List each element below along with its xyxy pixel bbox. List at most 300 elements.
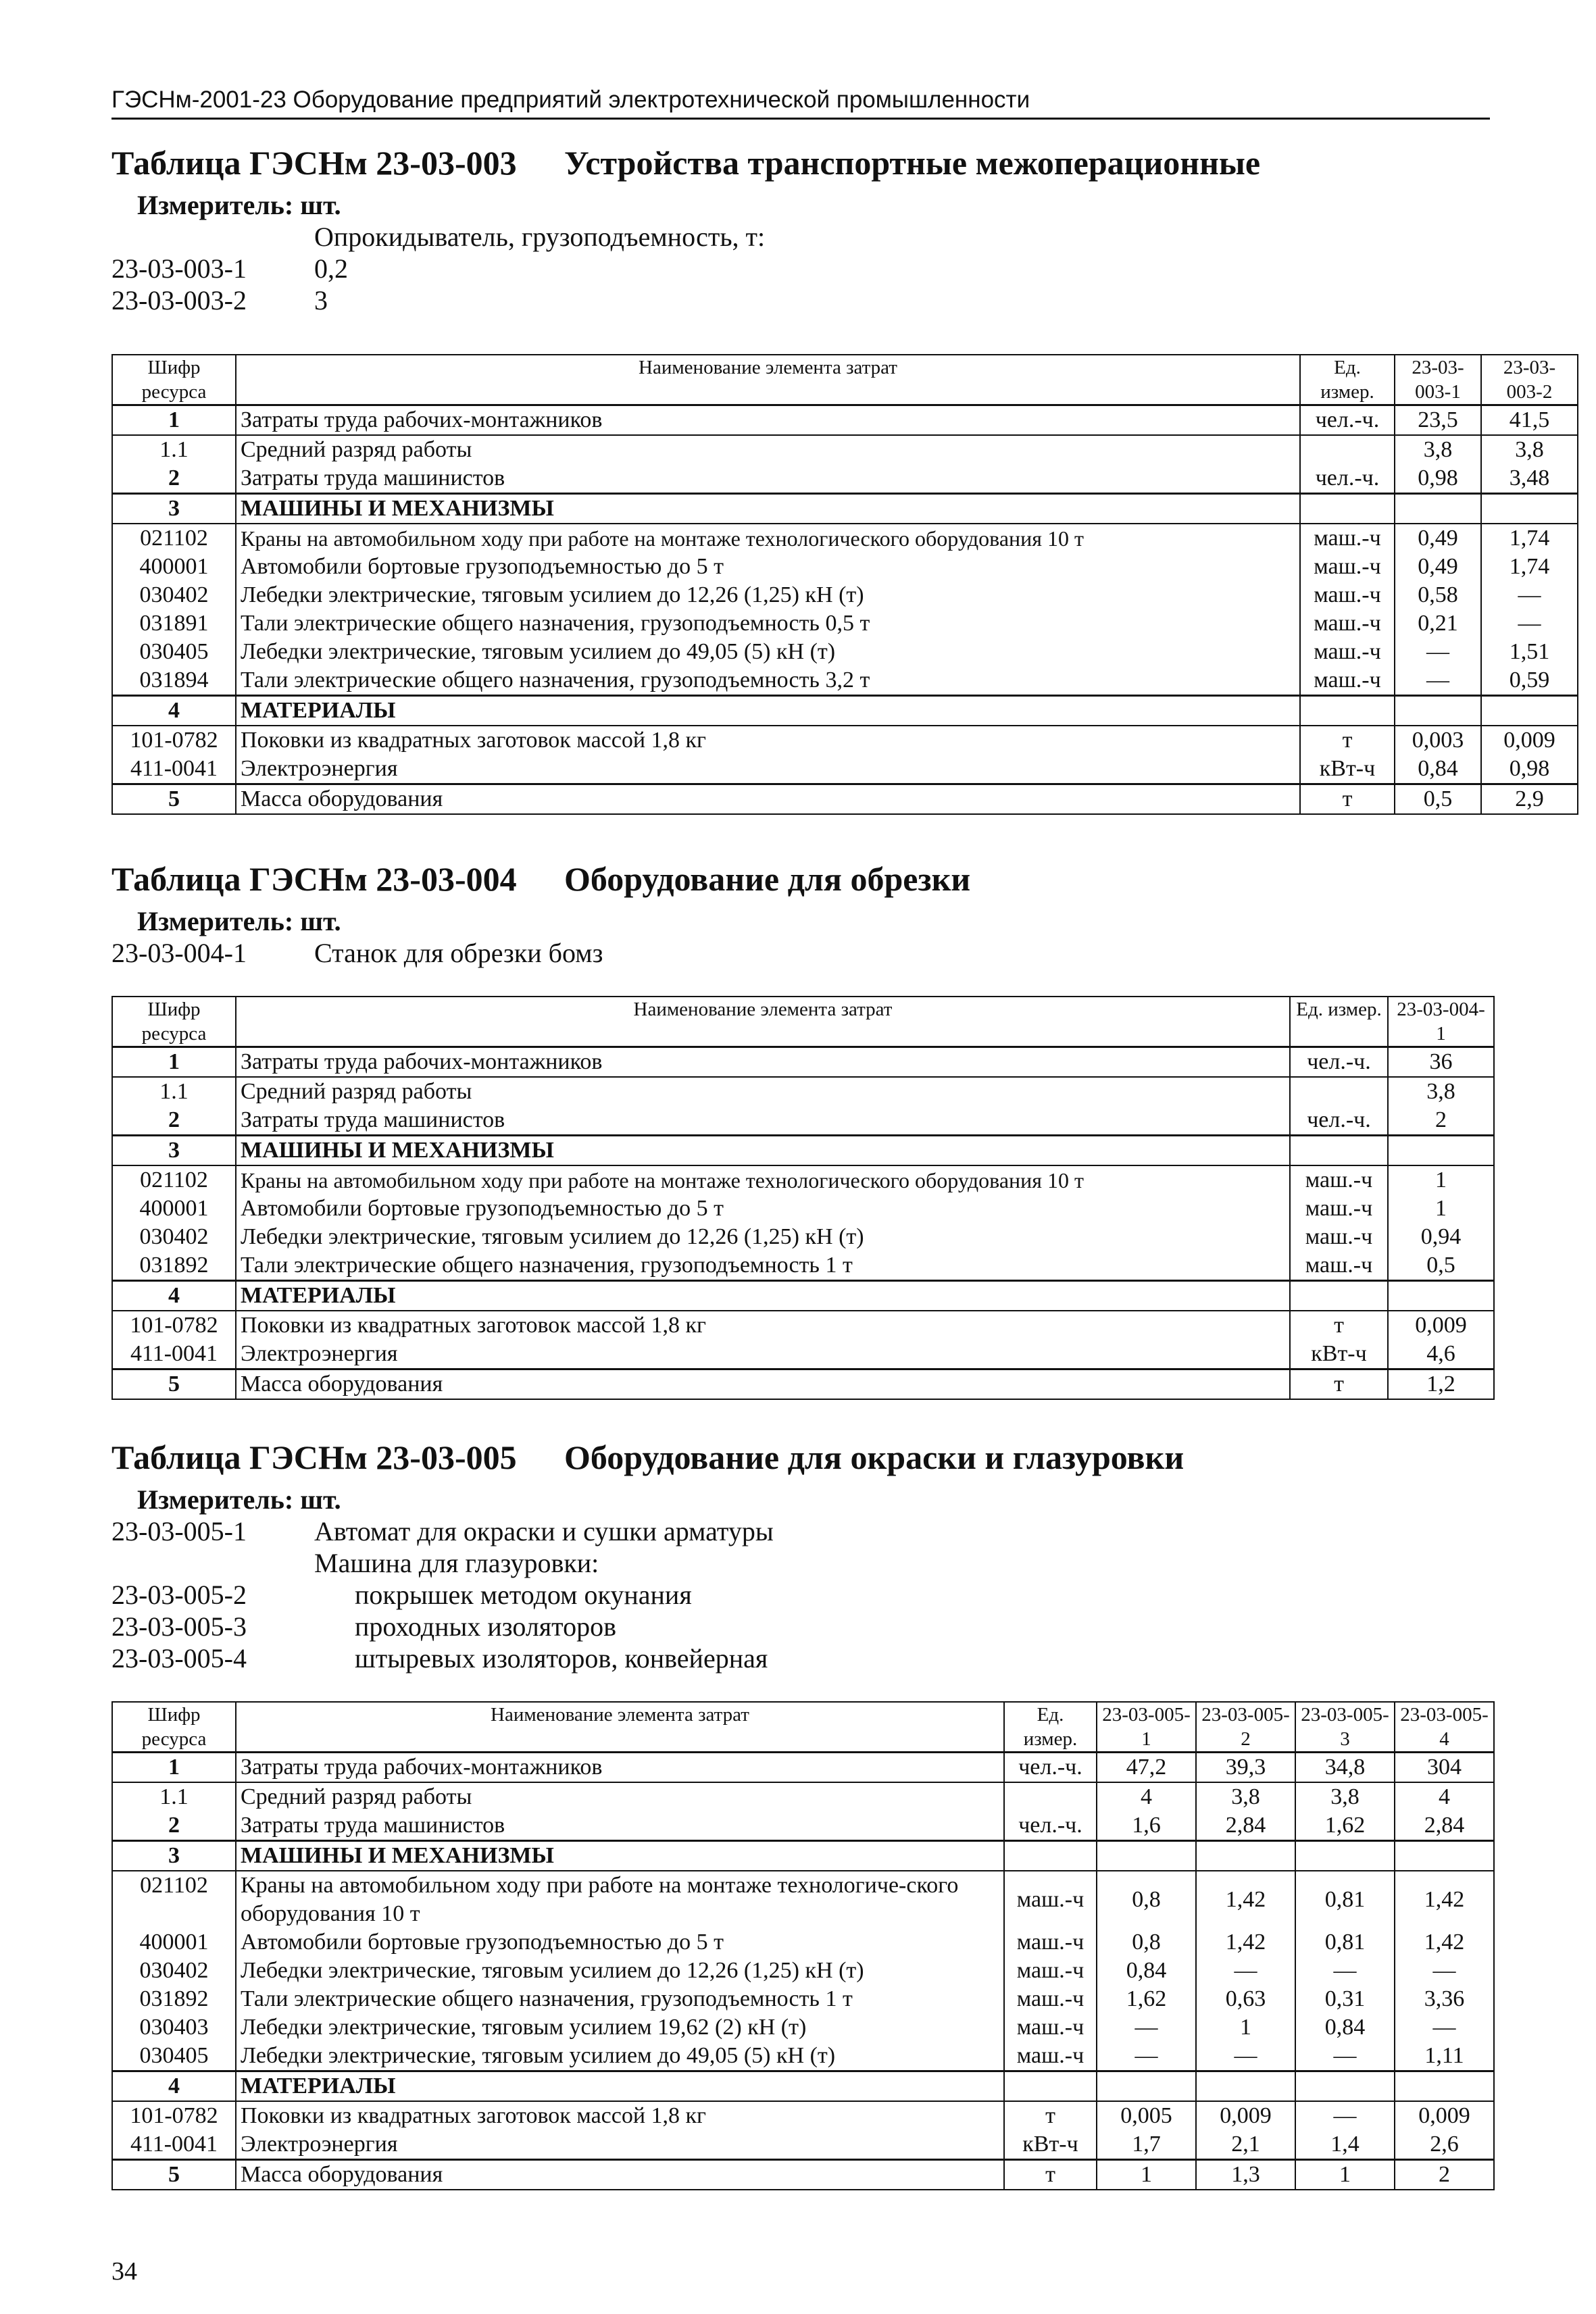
- table-cell: т: [1004, 2160, 1097, 2190]
- table-row: [112, 1369, 1494, 1400]
- table-cell: Краны на автомобильном ходу при работе на монтаже технологического оборудования 10 т: [236, 1165, 1290, 1194]
- table-row: [112, 1194, 1494, 1223]
- table-row: [112, 1871, 1494, 1928]
- table-header-row: [112, 997, 1494, 1047]
- table-cell: чел.-ч.: [1290, 1106, 1388, 1136]
- table-cell: 1: [112, 1047, 236, 1078]
- table-cell: 0,8: [1097, 1871, 1196, 1928]
- table-cell: маш.-ч: [1004, 1985, 1097, 2013]
- table-cell: 1: [1097, 2160, 1196, 2190]
- table-row: [112, 1077, 1494, 1106]
- table-cell: чел.-ч.: [1004, 1753, 1097, 1783]
- table-cell: маш.-ч: [1290, 1223, 1388, 1251]
- table-cell: 2,1: [1196, 2130, 1295, 2160]
- table-cell: маш.-ч: [1300, 553, 1395, 581]
- table-cell: 4: [1097, 1782, 1196, 1811]
- table-cell: 030403: [112, 2013, 236, 2042]
- table-row: [112, 1136, 1494, 1166]
- table-cell: 1: [1388, 1165, 1494, 1194]
- table-name: Оборудование для окраски и глазуровки: [564, 1438, 1184, 1476]
- table-cell: 1.1: [112, 1782, 236, 1811]
- table-cell: 030405: [112, 638, 236, 666]
- table-row: [112, 2160, 1494, 2190]
- table-cell: МАШИНЫ И МЕХАНИЗМЫ: [236, 1841, 1004, 1871]
- table-cell: 400001: [112, 553, 236, 581]
- table-cell: 34,8: [1295, 1753, 1395, 1783]
- table-cell: —: [1395, 1957, 1494, 1985]
- table-cell: 2,9: [1481, 784, 1578, 815]
- table-cell: 021102: [112, 1871, 236, 1928]
- section-23-03-004: [111, 859, 1490, 969]
- table-cell: 021102: [112, 1165, 236, 1194]
- table-cell: кВт-ч: [1290, 1340, 1388, 1369]
- table-cell: Тали электрические общего назначения, грузоподъемность 1 т: [236, 1251, 1290, 1281]
- table-cell: Тали электрические общего назначения, грузоподъемность 0,5 т: [236, 609, 1300, 638]
- table-cell: 1,42: [1395, 1928, 1494, 1957]
- table-cell: 0,49: [1395, 524, 1481, 553]
- table-code: Таблица ГЭСНм 23-03-005: [111, 1438, 517, 1476]
- table-cell: 0,31: [1295, 1985, 1395, 2013]
- table-cell: МАТЕРИАЛЫ: [236, 2071, 1004, 2102]
- table-cell: Средний разряд работы: [236, 435, 1300, 464]
- col-header: Ед. измер.: [1290, 997, 1388, 1047]
- table-cell: 411-0041: [112, 2130, 236, 2160]
- col-header: 23-03-005-4: [1395, 1702, 1494, 1753]
- table-cell: [1295, 2071, 1395, 2102]
- table-cell: Лебедки электрические, тяговым усилием до 12,26 (1,25) кН (т): [236, 1223, 1290, 1251]
- table-row: [112, 553, 1578, 581]
- table-cell: т: [1300, 784, 1395, 815]
- table-cell: [1395, 2071, 1494, 2102]
- table-row: [112, 2042, 1494, 2071]
- table-cell: Масса оборудования: [236, 784, 1300, 815]
- table-cell: 0,009: [1395, 2101, 1494, 2130]
- measure-unit: Измеритель: шт.: [137, 1484, 341, 1515]
- table-cell: —: [1481, 581, 1578, 609]
- table-cell: маш.-ч: [1290, 1165, 1388, 1194]
- table-cell: 1: [112, 405, 236, 436]
- table-cell: 1,11: [1395, 2042, 1494, 2071]
- measure-unit: Измеритель: шт.: [137, 906, 341, 936]
- table-row: [112, 755, 1578, 784]
- table-cell: 031892: [112, 1251, 236, 1281]
- section-23-03-003: [111, 143, 1490, 316]
- table-cell: 1: [1295, 2160, 1395, 2190]
- table-cell: 1: [1196, 2013, 1295, 2042]
- table-row: [112, 638, 1578, 666]
- table-cell: 0,98: [1395, 464, 1481, 494]
- table-cell: 1,42: [1196, 1928, 1295, 1957]
- table-cell: Электроэнергия: [236, 2130, 1004, 2160]
- table-row: [112, 1047, 1494, 1078]
- table-cell: 4,6: [1388, 1340, 1494, 1369]
- col-header: Наименование элемента затрат: [236, 997, 1290, 1047]
- measure-unit: Измеритель: шт.: [137, 190, 341, 220]
- table-cell: —: [1295, 1957, 1395, 1985]
- table-cell: 3: [112, 494, 236, 524]
- table-cell: маш.-ч: [1290, 1251, 1388, 1281]
- col-header: Ед. измер.: [1300, 355, 1395, 405]
- table-cell: 2: [1388, 1106, 1494, 1136]
- table-cell: 1,4: [1295, 2130, 1395, 2160]
- table-cell: —: [1395, 2013, 1494, 2042]
- table-header-row: [112, 355, 1578, 405]
- table-cell: т: [1300, 726, 1395, 755]
- table-row: [112, 1928, 1494, 1957]
- table-cell: 031894: [112, 666, 236, 696]
- table-cell: 41,5: [1481, 405, 1578, 436]
- table-row: [112, 2101, 1494, 2130]
- table-cell: 0,005: [1097, 2101, 1196, 2130]
- table-cell: 5: [112, 2160, 236, 2190]
- table-cell: 0,94: [1388, 1223, 1494, 1251]
- table-cell: 2,84: [1196, 1811, 1295, 1841]
- table-cell: 3,48: [1481, 464, 1578, 494]
- table-cell: 0,009: [1196, 2101, 1295, 2130]
- table-name: Устройства транспортные межоперационные: [564, 144, 1261, 182]
- table-cell: 304: [1395, 1753, 1494, 1783]
- table-cell: 0,8: [1097, 1928, 1196, 1957]
- table-cell: 5: [112, 1369, 236, 1400]
- table-cell: 1.1: [112, 435, 236, 464]
- table-cell: [1097, 1841, 1196, 1871]
- table-cell: кВт-ч: [1300, 755, 1395, 784]
- table-cell: чел.-ч.: [1300, 405, 1395, 436]
- table-header-row: [112, 1702, 1494, 1753]
- table-cell: МАШИНЫ И МЕХАНИЗМЫ: [236, 1136, 1290, 1166]
- norm-table: [111, 354, 1578, 815]
- col-header: 23-03-004-1: [1388, 997, 1494, 1047]
- table-cell: [1295, 1841, 1395, 1871]
- table-cell: [1300, 435, 1395, 464]
- table-code: Таблица ГЭСНм 23-03-003: [111, 144, 517, 182]
- col-header: Ед. измер.: [1004, 1702, 1097, 1753]
- table-cell: 0,009: [1388, 1311, 1494, 1340]
- table-cell: кВт-ч: [1004, 2130, 1097, 2160]
- table-cell: —: [1196, 2042, 1295, 2071]
- table-cell: [1004, 2071, 1097, 2102]
- col-header: Шифр ресурса: [112, 355, 236, 405]
- table-cell: 0,5: [1388, 1251, 1494, 1281]
- table-cell: —: [1395, 638, 1481, 666]
- table-cell: маш.-ч: [1300, 638, 1395, 666]
- table-cell: Затраты труда рабочих-монтажников: [236, 1047, 1290, 1078]
- page-header: ГЭСНм-2001-23 Оборудование предприятий электротехнической промышленности: [111, 86, 1490, 120]
- table-title: [111, 859, 1490, 899]
- table-row: [112, 1340, 1494, 1369]
- table-cell: Масса оборудования: [236, 2160, 1004, 2190]
- table-cell: 39,3: [1196, 1753, 1295, 1783]
- table-cell: 1,6: [1097, 1811, 1196, 1841]
- table-row: [112, 2013, 1494, 2042]
- item-row: 23-03-005-3 проходных изоляторов: [111, 1611, 617, 1642]
- table-cell: Поковки из квадратных заготовок массой 1,8 кг: [236, 2101, 1004, 2130]
- table-cell: 0,59: [1481, 666, 1578, 696]
- table-row: [112, 1223, 1494, 1251]
- table-cell: 1: [1388, 1194, 1494, 1223]
- table-row: [112, 2130, 1494, 2160]
- table-cell: маш.-ч: [1300, 581, 1395, 609]
- table-cell: Лебедки электрические, тяговым усилием 19,62 (2) кН (т): [236, 2013, 1004, 2042]
- table-cell: Автомобили бортовые грузоподъемностью до 5 т: [236, 553, 1300, 581]
- table-cell: 3,8: [1388, 1077, 1494, 1106]
- table-cell: 411-0041: [112, 1340, 236, 1369]
- table-cell: 0,21: [1395, 609, 1481, 638]
- table-cell: [1395, 1841, 1494, 1871]
- table-cell: 101-0782: [112, 1311, 236, 1340]
- table-row: [112, 1985, 1494, 2013]
- table-cell: Тали электрические общего назначения, грузоподъемность 1 т: [236, 1985, 1004, 2013]
- table-cell: [1196, 1841, 1295, 1871]
- table-cell: Поковки из квадратных заготовок массой 1,8 кг: [236, 726, 1300, 755]
- table-cell: 4: [112, 696, 236, 726]
- table-cell: Тали электрические общего назначения, грузоподъемность 3,2 т: [236, 666, 1300, 696]
- table-cell: 1,74: [1481, 524, 1578, 553]
- table-cell: [1300, 696, 1395, 726]
- table-cell: [1004, 1782, 1097, 1811]
- table-cell: [1004, 1841, 1097, 1871]
- table-cell: 2: [1395, 2160, 1494, 2190]
- table-cell: [1097, 2071, 1196, 2102]
- col-header: Наименование элемента затрат: [236, 1702, 1004, 1753]
- table-cell: 0,84: [1395, 755, 1481, 784]
- table-row: [112, 581, 1578, 609]
- table-cell: 031891: [112, 609, 236, 638]
- col-header: 23-03-003-2: [1481, 355, 1578, 405]
- table-cell: маш.-ч: [1300, 524, 1395, 553]
- table-cell: [1395, 494, 1481, 524]
- table-cell: маш.-ч: [1290, 1194, 1388, 1223]
- col-header: 23-03-005-1: [1097, 1702, 1196, 1753]
- table-cell: —: [1295, 2042, 1395, 2071]
- table-cell: 23,5: [1395, 405, 1481, 436]
- table-cell: 2: [112, 1106, 236, 1136]
- table-row: [112, 696, 1578, 726]
- table-cell: Затраты труда рабочих-монтажников: [236, 1753, 1004, 1783]
- table-cell: [1481, 696, 1578, 726]
- table-cell: 1,3: [1196, 2160, 1295, 2190]
- table-cell: МАТЕРИАЛЫ: [236, 696, 1300, 726]
- table-cell: 030405: [112, 2042, 236, 2071]
- norm-table: [111, 1701, 1495, 2190]
- table-cell: т: [1004, 2101, 1097, 2130]
- table-row: [112, 784, 1578, 815]
- table-cell: т: [1290, 1369, 1388, 1400]
- table-cell: 4: [1395, 1782, 1494, 1811]
- col-header: 23-03-005-3: [1295, 1702, 1395, 1753]
- table-cell: Автомобили бортовые грузоподъемностью до 5 т: [236, 1928, 1004, 1957]
- table-cell: Поковки из квадратных заготовок массой 1,8 кг: [236, 1311, 1290, 1340]
- table-cell: 3,8: [1196, 1782, 1295, 1811]
- table-cell: маш.-ч: [1004, 1957, 1097, 1985]
- table-cell: [1300, 494, 1395, 524]
- table-title: [111, 1438, 1490, 1477]
- table-row: [112, 1841, 1494, 1871]
- table-cell: 1,51: [1481, 638, 1578, 666]
- table-cell: 0,81: [1295, 1928, 1395, 1957]
- table-cell: 0,81: [1295, 1871, 1395, 1928]
- page-number: 34: [111, 2257, 137, 2286]
- table-cell: 4: [112, 2071, 236, 2102]
- item-row: Опрокидыватель, грузоподъемность, т:: [314, 222, 766, 252]
- table-cell: —: [1295, 2101, 1395, 2130]
- table-row: [112, 464, 1578, 494]
- table-code: Таблица ГЭСНм 23-03-004: [111, 860, 517, 898]
- table-cell: 0,5: [1395, 784, 1481, 815]
- item-row: 23-03-003-2 3: [111, 285, 328, 316]
- table-cell: 030402: [112, 1223, 236, 1251]
- table-cell: т: [1290, 1311, 1388, 1340]
- table-cell: Электроэнергия: [236, 755, 1300, 784]
- table-row: [112, 435, 1578, 464]
- col-header: 23-03-005-2: [1196, 1702, 1295, 1753]
- table-row: [112, 1106, 1494, 1136]
- item-row: 23-03-005-2 покрышек методом окунания: [111, 1580, 692, 1610]
- table-cell: Лебедки электрические, тяговым усилием до 12,26 (1,25) кН (т): [236, 581, 1300, 609]
- table-cell: Средний разряд работы: [236, 1077, 1290, 1106]
- table-cell: —: [1481, 609, 1578, 638]
- table-cell: 2: [112, 1811, 236, 1841]
- table-cell: МАШИНЫ И МЕХАНИЗМЫ: [236, 494, 1300, 524]
- table-cell: [1388, 1281, 1494, 1311]
- table-cell: 1.1: [112, 1077, 236, 1106]
- table-cell: Масса оборудования: [236, 1369, 1290, 1400]
- table-cell: [1290, 1077, 1388, 1106]
- table-cell: —: [1097, 2042, 1196, 2071]
- table-cell: 36: [1388, 1047, 1494, 1078]
- table-cell: 031892: [112, 1985, 236, 2013]
- table-cell: [1395, 696, 1481, 726]
- col-header: Шифр ресурса: [112, 997, 236, 1047]
- table-cell: Краны на автомобильном ходу при работе на монтаже технологического оборудования 10 т: [236, 524, 1300, 553]
- table-row: [112, 666, 1578, 696]
- table-cell: —: [1395, 666, 1481, 696]
- table-row: [112, 726, 1578, 755]
- item-row: Машина для глазуровки:: [314, 1548, 599, 1578]
- table-cell: 411-0041: [112, 755, 236, 784]
- table-cell: —: [1196, 1957, 1295, 1985]
- table-cell: маш.-ч: [1300, 609, 1395, 638]
- table-cell: маш.-ч: [1300, 666, 1395, 696]
- table-cell: 3,8: [1395, 435, 1481, 464]
- table-title: [111, 143, 1490, 182]
- table-cell: 1,62: [1295, 1811, 1395, 1841]
- table-cell: маш.-ч: [1004, 2013, 1097, 2042]
- table-cell: чел.-ч.: [1004, 1811, 1097, 1841]
- table-cell: 1: [112, 1753, 236, 1783]
- table-cell: маш.-ч: [1004, 1871, 1097, 1928]
- col-header: Наименование элемента затрат: [236, 355, 1300, 405]
- table-cell: 1,7: [1097, 2130, 1196, 2160]
- table-cell: Затраты труда машинистов: [236, 1106, 1290, 1136]
- table-cell: Электроэнергия: [236, 1340, 1290, 1369]
- table-cell: маш.-ч: [1004, 2042, 1097, 2071]
- section-23-03-005: [111, 1438, 1490, 1674]
- table-cell: 0,58: [1395, 581, 1481, 609]
- table-cell: 0,84: [1097, 1957, 1196, 1985]
- table-cell: чел.-ч.: [1300, 464, 1395, 494]
- table-cell: Средний разряд работы: [236, 1782, 1004, 1811]
- table-cell: Затраты труда рабочих-монтажников: [236, 405, 1300, 436]
- table-cell: 3: [112, 1841, 236, 1871]
- col-header: 23-03-003-1: [1395, 355, 1481, 405]
- table-cell: 0,009: [1481, 726, 1578, 755]
- table-row: [112, 1782, 1494, 1811]
- table-cell: 3,8: [1295, 1782, 1395, 1811]
- table-cell: Лебедки электрические, тяговым усилием до 12,26 (1,25) кН (т): [236, 1957, 1004, 1985]
- table-cell: Краны на автомобильном ходу при работе на монтаже технологиче-ского оборудования 10 т: [236, 1871, 1004, 1928]
- table-cell: [1290, 1281, 1388, 1311]
- table-cell: Затраты труда машинистов: [236, 1811, 1004, 1841]
- table-cell: [1481, 494, 1578, 524]
- table-cell: [1388, 1136, 1494, 1166]
- table-row: [112, 405, 1578, 436]
- table-cell: Лебедки электрические, тяговым усилием до 49,05 (5) кН (т): [236, 2042, 1004, 2071]
- table-cell: 030402: [112, 581, 236, 609]
- table-row: [112, 1311, 1494, 1340]
- table-row: [112, 609, 1578, 638]
- table-row: [112, 2071, 1494, 2102]
- table-cell: 1,62: [1097, 1985, 1196, 2013]
- table-row: [112, 494, 1578, 524]
- table-cell: 400001: [112, 1928, 236, 1957]
- table-cell: 0,49: [1395, 553, 1481, 581]
- table-cell: 400001: [112, 1194, 236, 1223]
- table-cell: 1,42: [1395, 1871, 1494, 1928]
- table-cell: 1,42: [1196, 1871, 1295, 1928]
- item-row: 23-03-003-1 0,2: [111, 253, 348, 284]
- table-cell: 0,84: [1295, 2013, 1395, 2042]
- table-name: Оборудование для обрезки: [564, 860, 971, 898]
- table-cell: 030402: [112, 1957, 236, 1985]
- table-cell: 101-0782: [112, 2101, 236, 2130]
- table-cell: 0,003: [1395, 726, 1481, 755]
- table-cell: МАТЕРИАЛЫ: [236, 1281, 1290, 1311]
- table-cell: Автомобили бортовые грузоподъемностью до 5 т: [236, 1194, 1290, 1223]
- table-cell: 101-0782: [112, 726, 236, 755]
- table-cell: —: [1097, 2013, 1196, 2042]
- table-row: [112, 1957, 1494, 1985]
- col-header: Шифр ресурса: [112, 1702, 236, 1753]
- table-cell: 2,84: [1395, 1811, 1494, 1841]
- table-cell: 1,74: [1481, 553, 1578, 581]
- table-row: [112, 1251, 1494, 1281]
- norm-table: [111, 996, 1495, 1400]
- table-cell: 2,6: [1395, 2130, 1494, 2160]
- item-row: 23-03-004-1 Станок для обрезки бомз: [111, 938, 603, 968]
- item-row: 23-03-005-4 штыревых изоляторов, конвейерная: [111, 1643, 768, 1674]
- table-cell: 5: [112, 784, 236, 815]
- table-row: [112, 524, 1578, 553]
- table-cell: маш.-ч: [1004, 1928, 1097, 1957]
- table-cell: 021102: [112, 524, 236, 553]
- table-row: [112, 1753, 1494, 1783]
- table-cell: 1,2: [1388, 1369, 1494, 1400]
- table-cell: 47,2: [1097, 1753, 1196, 1783]
- table-cell: Затраты труда машинистов: [236, 464, 1300, 494]
- table-cell: 0,63: [1196, 1985, 1295, 2013]
- table-cell: 3,8: [1481, 435, 1578, 464]
- table-row: [112, 1811, 1494, 1841]
- table-row: [112, 1165, 1494, 1194]
- table-cell: 2: [112, 464, 236, 494]
- table-cell: 4: [112, 1281, 236, 1311]
- table-cell: 3,36: [1395, 1985, 1494, 2013]
- item-row: 23-03-005-1 Автомат для окраски и сушки арматуры: [111, 1516, 774, 1546]
- table-cell: [1196, 2071, 1295, 2102]
- table-cell: чел.-ч.: [1290, 1047, 1388, 1078]
- table-cell: 3: [112, 1136, 236, 1166]
